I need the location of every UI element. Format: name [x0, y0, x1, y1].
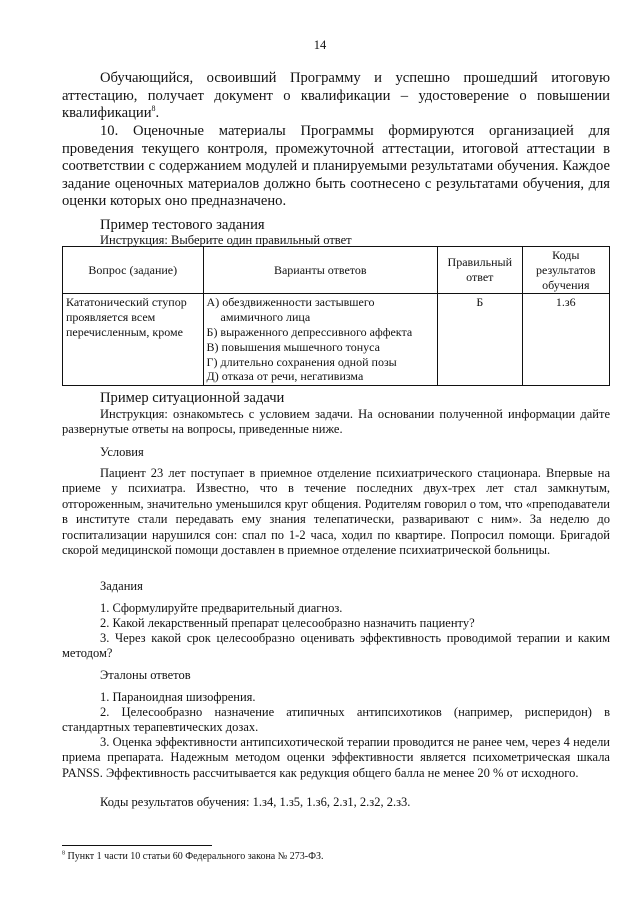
task-3: 3. Через какой срок целесообразно оценивать эффективность проводимой терапии и каким методом?	[62, 631, 610, 661]
answer-2: 2. Целесообразно назначение атипичных антипсихотиков (например, рисперидон) в стандартных терапевтических дозах.	[62, 705, 610, 735]
code-cell: 1.з6	[522, 294, 609, 386]
question-cell: Кататонический ступор проявляется всем перечисленным, кроме	[63, 294, 204, 386]
footnote	[62, 851, 324, 862]
test-table-row	[63, 294, 610, 386]
situation-heading: Пример ситуационной задачи	[100, 390, 285, 406]
footnote-mark: 8	[62, 850, 65, 857]
option-a: А) обездвиженности застывшего амимичного лица	[206, 295, 375, 325]
footnote-divider	[62, 845, 212, 846]
test-table-header-row	[63, 247, 610, 294]
test-heading: Пример тестового задания	[100, 217, 265, 233]
tasks-label: Задания	[100, 579, 143, 593]
paragraph-qualification	[62, 70, 610, 123]
conditions-text: Пациент 23 лет поступает в приемное отделение психиатрического стационара. Впервые на приеме у психиатра. Известно, что в течение последних двух-трех лет стал замкнутым, отгороженным, значительно уменьшился круг общения. Родителям говорил о том, что «преподаватели в институте стали передавать ему знания телепатически, разваривают с ним». За неделю до госпитализации нарушился сон: спал по 1-2 часа, ходил по квартире. Попросил помощи. Бригадой скорой медицинской помощи доставлен в приемное отделение психиатрической больницы.	[62, 466, 610, 558]
result-codes-line: Коды результатов обучения: 1.з4, 1.з5, 1.з6, 2.з1, 2.з2, 2.з3.	[100, 795, 411, 809]
option-d: Г) длительно сохранения одной позы	[206, 354, 397, 369]
page-number: 14	[313, 38, 327, 52]
answer-cell: Б	[437, 294, 522, 386]
test-instruction: Инструкция: Выберите один правильный ответ	[100, 233, 352, 247]
answer-3: 3. Оценка эффективности антипсихотической терапии проводится не ранее чем, через 4 недели приема препарата. Надежным методом оценки эффективности является психометрическая шкала PANSS. Эффективность рассчитывается как редукция общего балла не менее 20 % от исходного.	[62, 735, 610, 780]
header-result-codes: Коды результатов обучения	[522, 247, 609, 294]
option-c: В) повышения мышечного тонуса	[206, 339, 380, 354]
header-options: Варианты ответов	[203, 247, 437, 294]
footnote-text: Пункт 1 части 10 статьи 60 Федерального закона № 273-ФЗ.	[67, 851, 324, 862]
task-1: 1. Сформулируйте предварительный диагноз.	[100, 601, 343, 615]
answer-1: 1. Параноидная шизофрения.	[100, 690, 256, 704]
paragraph-qualification-text: Обучающийся, освоивший Программу и успешно прошедший итоговую аттестацию, получает документ о квалификации – удостоверение о повышении квалификации	[62, 70, 610, 122]
situation-instruction: Инструкция: ознакомьтесь с условием задачи. На основании полученной информации дайте развернутые ответы на вопросы, приведенные ниже.	[62, 407, 610, 437]
conditions-label: Условия	[100, 445, 144, 459]
paragraph-qualification-end: .	[155, 105, 160, 122]
answers-label: Эталоны ответов	[100, 668, 191, 682]
paragraph-assessment-materials: 10. Оценочные материалы Программы формируются организацией для проведения текущего контроля, промежуточной аттестации, итоговой аттестации в соответствии с содержанием модулей и планируемыми результатами обучения. Каждое задание оценочных материалов должно быть соотнесено с результатами обучения, для оценки которых оно предназначено.	[62, 123, 610, 210]
option-b: Б) выраженного депрессивного аффекта	[206, 324, 413, 339]
task-2: 2. Какой лекарственный препарат целесообразно назначить пациенту?	[100, 616, 475, 630]
footnote-ref: 8	[151, 104, 156, 114]
header-question: Вопрос (задание)	[63, 247, 204, 294]
options-cell	[203, 294, 437, 386]
test-table	[62, 246, 610, 386]
option-e: Д) отказа от речи, негативизма	[206, 369, 364, 384]
header-correct-answer: Правильный ответ	[437, 247, 522, 294]
